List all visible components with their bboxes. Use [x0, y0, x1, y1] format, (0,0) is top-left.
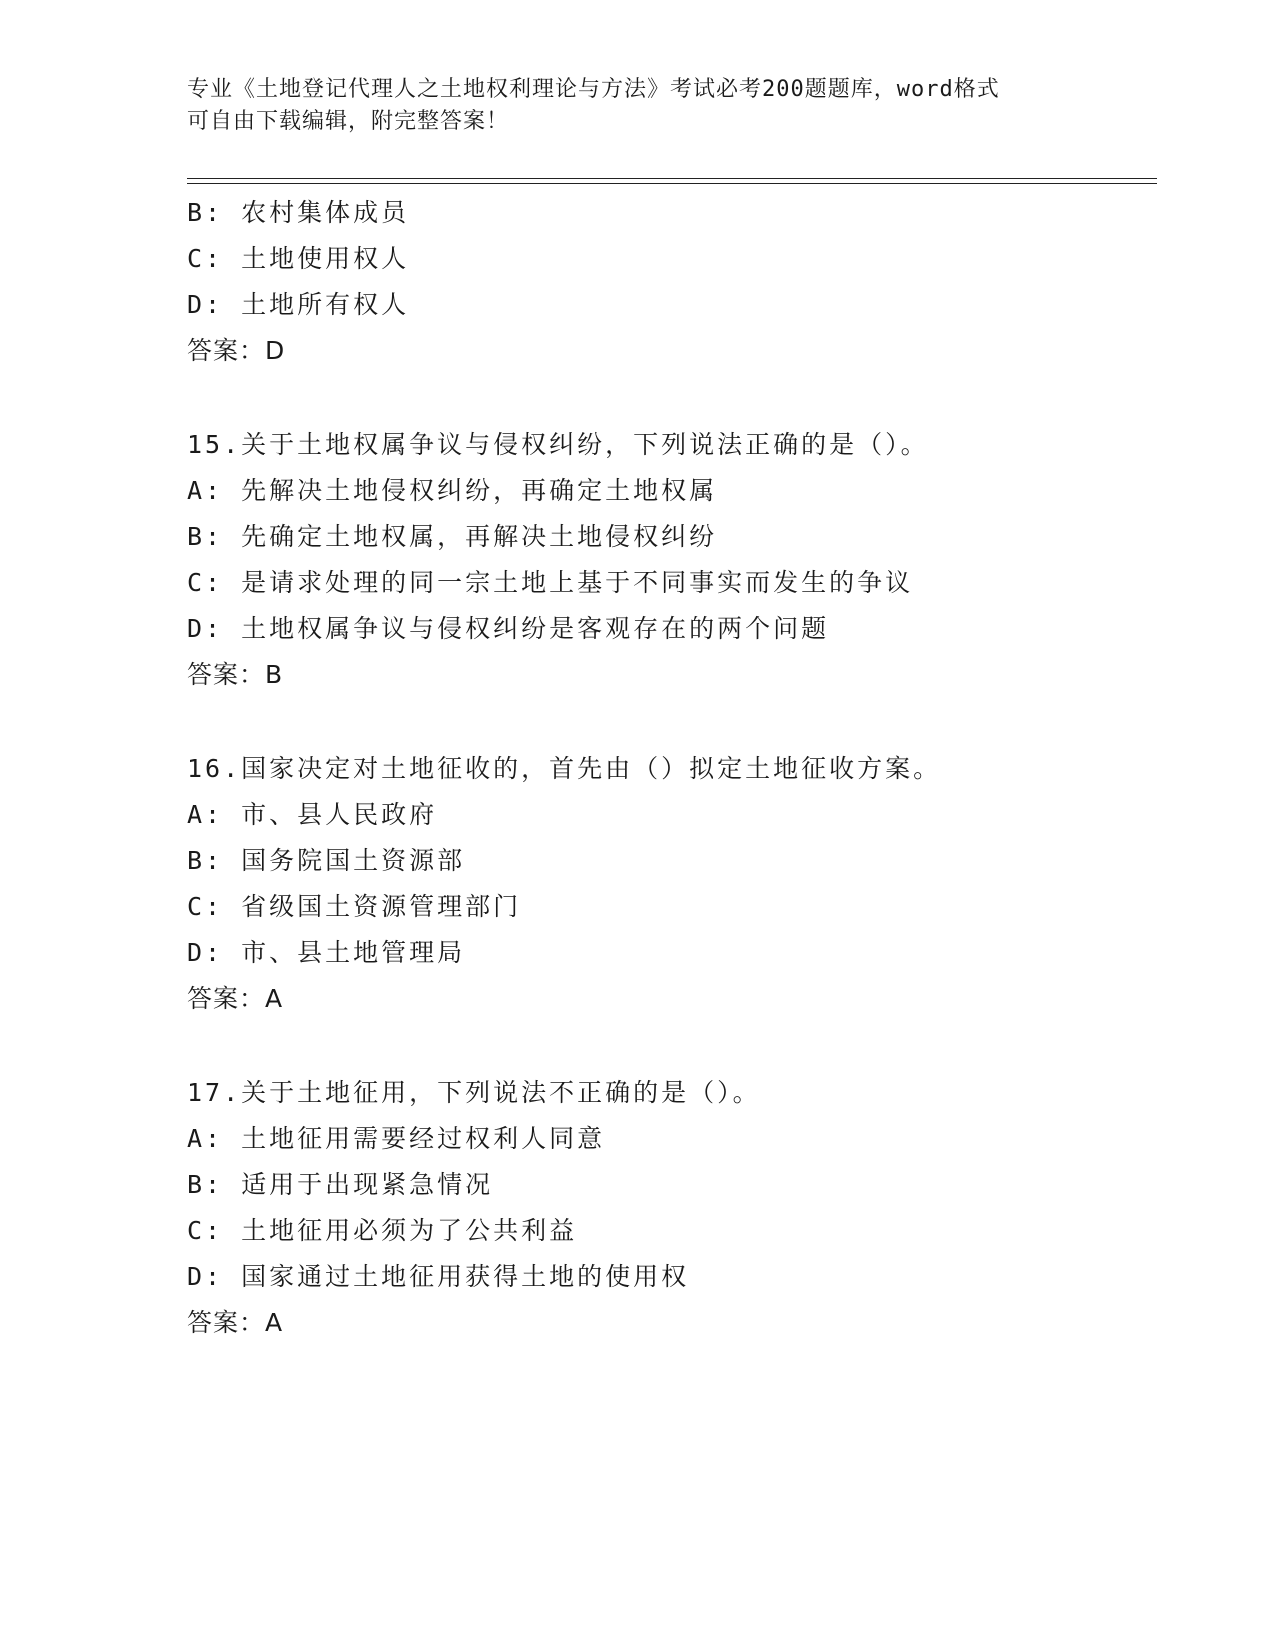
question-17 — [187, 1070, 1147, 1346]
answer-line: 答案：A — [187, 984, 284, 1013]
option-b: B: 适用于出现紧急情况 — [187, 1170, 494, 1199]
answer-line: 答案：B — [187, 660, 284, 689]
question-carryover — [187, 190, 1147, 374]
option-c: C: 土地使用权人 — [187, 244, 410, 273]
option-b: B: 国务院国土资源部 — [187, 846, 466, 875]
option-b: B: 农村集体成员 — [187, 198, 410, 227]
header-line-2: 可自由下载编辑，附完整答案！ — [187, 109, 510, 134]
question-stem: 17.关于土地征用，下列说法不正确的是（）。 — [187, 1078, 761, 1107]
question-stem: 15.关于土地权属争议与侵权纠纷，下列说法正确的是（）。 — [187, 430, 929, 459]
option-d: D: 国家通过土地征用获得土地的使用权 — [187, 1262, 690, 1291]
header-rule-top — [187, 178, 1157, 179]
header-rule-bottom — [187, 183, 1157, 184]
option-c: C: 省级国土资源管理部门 — [187, 892, 522, 921]
question-15 — [187, 422, 1147, 698]
document-header — [187, 74, 1067, 138]
option-a: A: 土地征用需要经过权利人同意 — [187, 1124, 606, 1153]
option-d: D: 土地权属争议与侵权纠纷是客观存在的两个问题 — [187, 614, 830, 643]
answer-line: 答案：D — [187, 336, 286, 365]
option-a: A: 市、县人民政府 — [187, 800, 438, 829]
option-d: D: 土地所有权人 — [187, 290, 410, 319]
spacer — [187, 698, 1147, 746]
question-content — [187, 190, 1147, 1346]
option-d: D: 市、县土地管理局 — [187, 938, 466, 967]
option-c: C: 土地征用必须为了公共利益 — [187, 1216, 578, 1245]
option-c: C: 是请求处理的同一宗土地上基于不同事实而发生的争议 — [187, 568, 914, 597]
question-stem: 16.国家决定对土地征收的，首先由（）拟定土地征收方案。 — [187, 754, 942, 783]
spacer — [187, 1022, 1147, 1070]
question-16 — [187, 746, 1147, 1022]
header-line-1: 专业《土地登记代理人之土地权利理论与方法》考试必考200题题库，word格式 — [187, 77, 1000, 102]
option-a: A: 先解决土地侵权纠纷，再确定土地权属 — [187, 476, 718, 505]
answer-line: 答案：A — [187, 1308, 284, 1337]
spacer — [187, 374, 1147, 422]
option-b: B: 先确定土地权属，再解决土地侵权纠纷 — [187, 522, 718, 551]
